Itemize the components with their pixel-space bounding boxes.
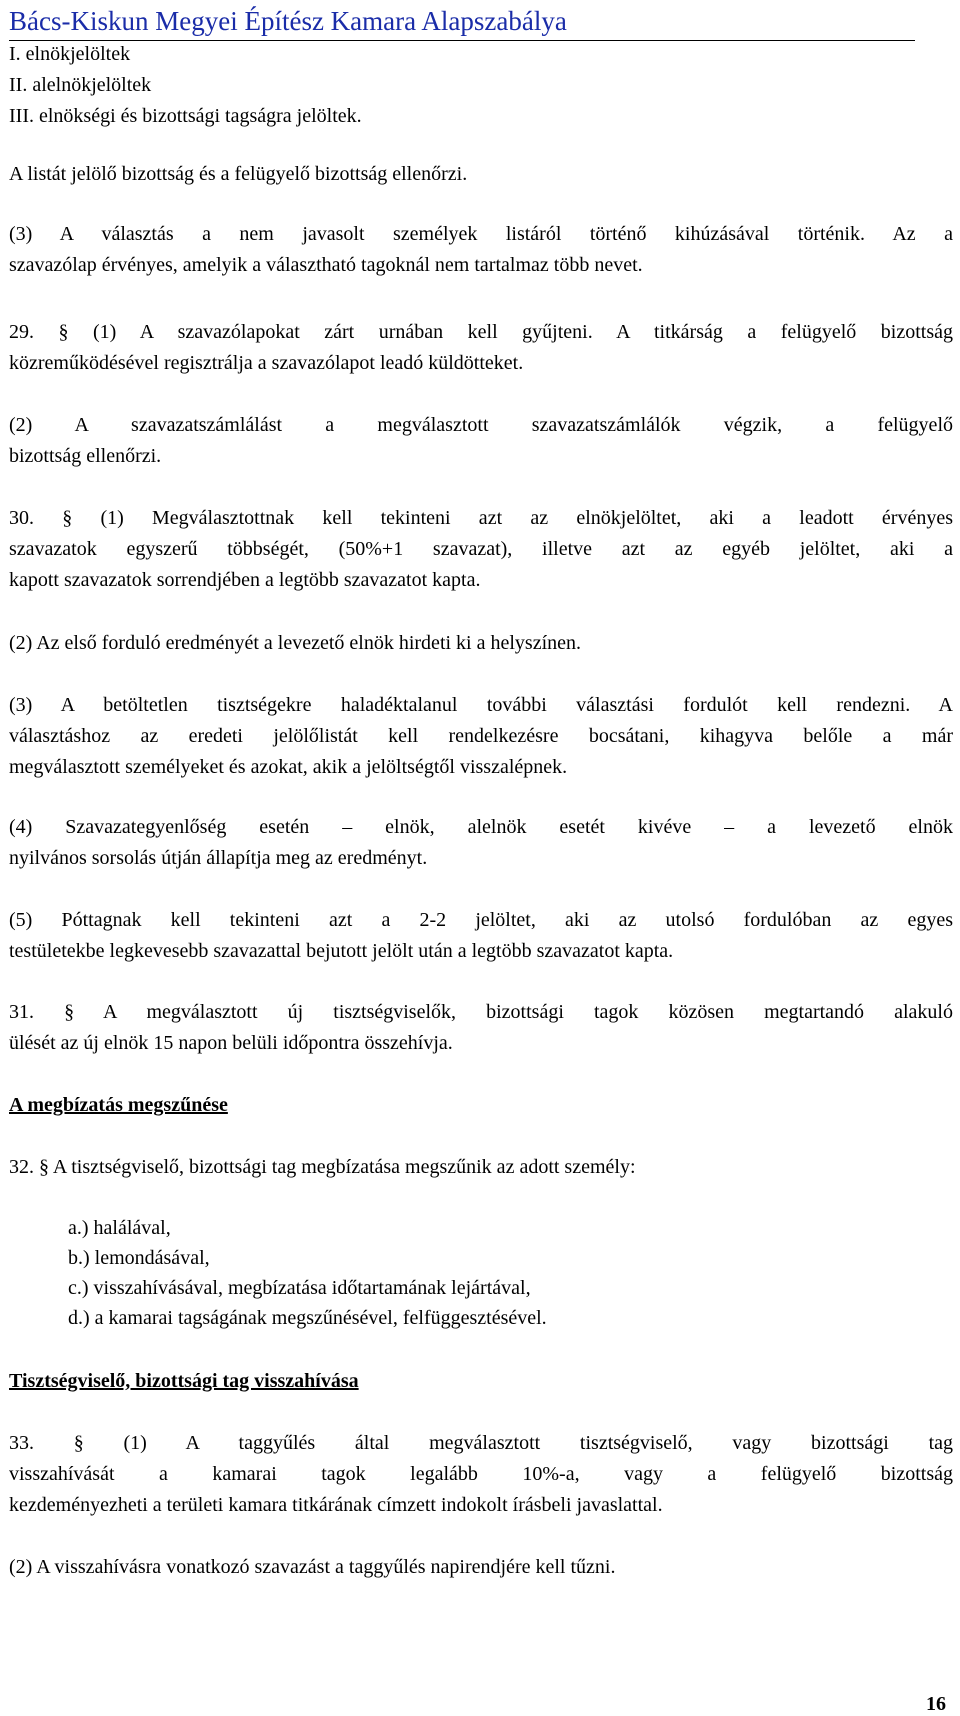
text-line: (3) A választás a nem javasolt személyek listáról történő kihúzásával történik. Az a [9,223,953,245]
text-line: 31. § A megválasztott új tisztségviselők, bizottsági tagok közösen megtartandó alakuló [9,1001,953,1023]
text-line: II. alelnökjelöltek [9,74,152,96]
text-line: 33. § (1) A taggyűlés által megválasztott tisztségviselő, vagy bizottsági tag [9,1432,953,1454]
page-number: 16 [926,1693,946,1715]
text-line: 30. § (1) Megválasztottnak kell tekinteni azt az elnökjelöltet, aki a leadott érvényes [9,507,953,529]
text-line: visszahívását a kamarai tagok legalább 10%-a, vagy a felügyelő bizottság [9,1463,953,1485]
text-line: (2) Az első forduló eredményét a levezető elnök hirdeti ki a helyszínen. [9,632,582,654]
section-heading: Tisztségviselő, bizottsági tag visszahívása [9,1370,359,1392]
text-line: nyilvános sorsolás útján állapítja meg az eredményt. [9,847,428,869]
text-line: közreműködésével regisztrálja a szavazólapot leadó küldötteket. [9,352,524,374]
text-line: testületekbe legkevesebb szavazattal bejutott jelölt után a legtöbb szavazatot kapta. [9,940,674,962]
document-title: Bács-Kiskun Megyei Építész Kamara Alapszabálya [9,6,567,36]
text-line: szavazólap érvényes, amelyik a választható tagoknál nem tartalmaz több nevet. [9,254,643,276]
text-line: szavazatok egyszerű többségét, (50%+1 szavazat), illetve azt az egyéb jelöltet, aki a [9,538,953,560]
text-line: kapott szavazatok sorrendjében a legtöbb szavazatot kapta. [9,569,481,591]
text-line: választáshoz az eredeti jelölőlistát kell rendelkezésre bocsátani, kihagyva belőle a már [9,725,953,747]
page-header [9,4,915,41]
text-line: b.) lemondásával, [68,1247,210,1269]
text-line: A listát jelölő bizottság és a felügyelő bizottság ellenőrzi. [9,163,468,185]
text-line: III. elnökségi és bizottsági tagságra jelöltek. [9,105,362,127]
text-line: d.) a kamarai tagságának megszűnésével, felfüggesztésével. [68,1307,547,1329]
text-line: (2) A szavazatszámlálást a megválasztott szavazatszámlálók végzik, a felügyelő [9,414,953,436]
text-line: (3) A betöltetlen tisztségekre haladéktalanul további választási fordulót kell rendezni. A [9,694,953,716]
text-line: c.) visszahívásával, megbízatása időtartamának lejártával, [68,1277,531,1299]
text-line: ülését az új elnök 15 napon belüli időpontra összehívja. [9,1032,453,1054]
text-line: 29. § (1) A szavazólapokat zárt urnában kell gyűjteni. A titkárság a felügyelő bizottság [9,321,953,343]
text-line: bizottság ellenőrzi. [9,445,162,467]
text-line: 32. § A tisztségviselő, bizottsági tag megbízatása megszűnik az adott személy: [9,1156,636,1178]
section-heading: A megbízatás megszűnése [9,1094,228,1116]
text-line: I. elnökjelöltek [9,43,131,65]
text-line: megválasztott személyeket és azokat, akik a jelöltségtől visszalépnek. [9,756,568,778]
text-line: (2) A visszahívásra vonatkozó szavazást a taggyűlés napirendjére kell tűzni. [9,1556,616,1578]
text-line: kezdeményezheti a területi kamara titkárának címzett indokolt írásbeli javaslattal. [9,1494,663,1516]
text-line: (4) Szavazategyenlőség esetén – elnök, alelnök esetét kivéve – a levezető elnök [9,816,953,838]
text-line: a.) halálával, [68,1217,171,1239]
text-line: (5) Póttagnak kell tekinteni azt a 2-2 jelöltet, aki az utolsó fordulóban az egyes [9,909,953,931]
